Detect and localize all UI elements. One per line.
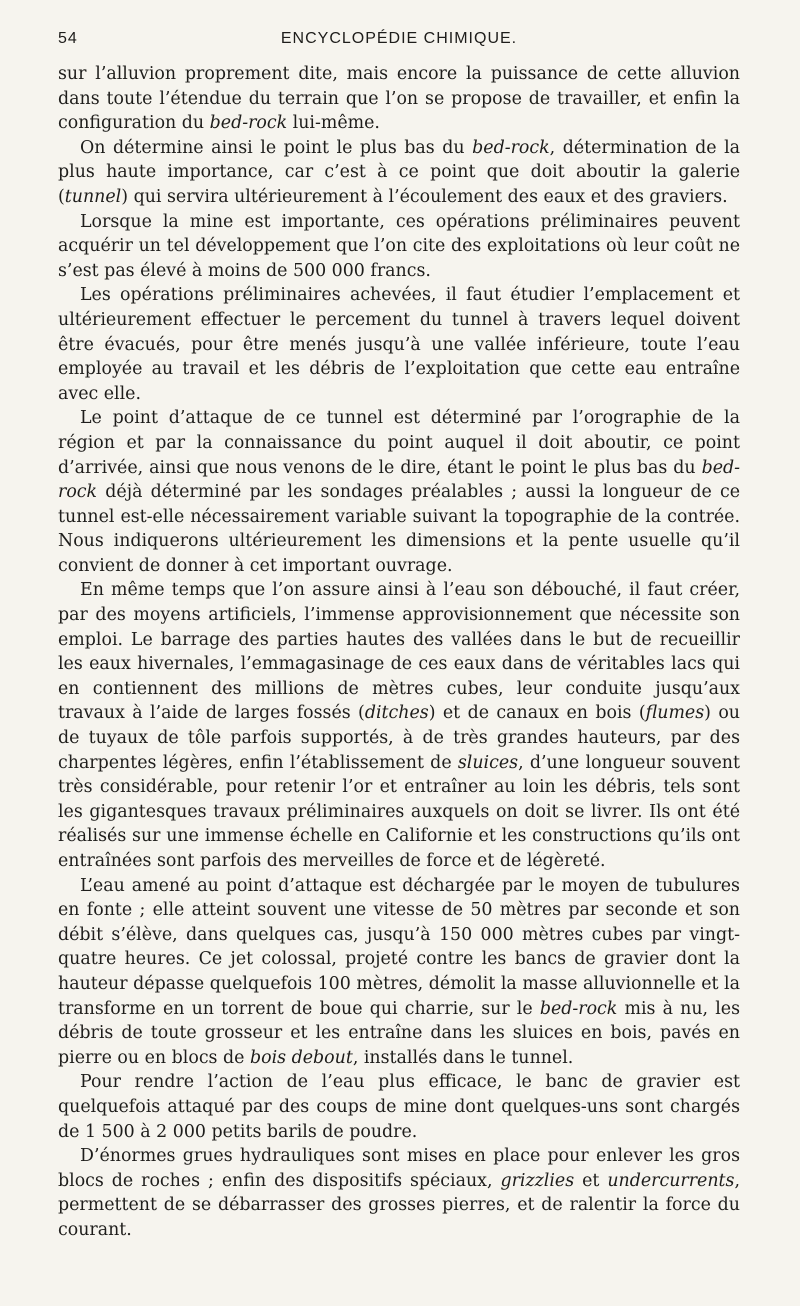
paragraph bbox=[58, 136, 740, 210]
body-text bbox=[58, 62, 740, 1243]
text-run: D’énormes grues hydrauliques sont mises en place pour enlever les gros blocs de roches ; enfin des dispositifs spéciaux, bbox=[58, 1146, 740, 1191]
text-run: , détermination de la plus haute importance, car c’est à ce point que doit aboutir la galerie ( bbox=[58, 137, 741, 207]
italic-term: bois debout bbox=[249, 1047, 353, 1068]
paragraph bbox=[58, 1144, 740, 1242]
text-run: Le point d’attaque de ce tunnel est déterminé par l’orographie de la région et par la connaissance du point auquel il doit aboutir, ce point d’arrivée, ainsi que nous venons de le dire, étant le point le plus bas du bbox=[58, 408, 740, 478]
italic-term: sluices bbox=[457, 752, 519, 773]
italic-term: bed-rock bbox=[209, 113, 288, 134]
text-run: Lorsque la mine est importante, ces opérations préliminaires peuvent acquérir un tel développement que l’on cite des exploitations où leur coût ne s’est pas élevé à moins de 500 000 francs. bbox=[58, 211, 740, 281]
paragraph bbox=[58, 283, 740, 406]
text-run: mis à nu, les débris de toute grosseur et les entraîne dans les sluices en bois, pavés en pierre ou en blocs de bbox=[58, 998, 740, 1068]
paragraph bbox=[58, 578, 740, 873]
italic-term: undercurrents bbox=[607, 1170, 735, 1191]
page-number: 54 bbox=[58, 30, 78, 47]
text-run: En même temps que l’on assure ainsi à l’eau son débouché, il faut créer, par des moyens artificiels, l’immense approvisionnement que nécessite son emploi. Le barrage des parties hautes des vallées dans le but de recueillir les eaux hivernales, l’emmagasinage de ces eaux dans de véritables lacs qui en contiennent des millions de mètres cubes, leur conduite jusqu’aux travaux à l’aide de larges fossés ( bbox=[58, 580, 740, 724]
italic-term: bed-rock bbox=[472, 137, 550, 158]
paragraph bbox=[58, 62, 740, 136]
text-run: sur l’alluvion proprement dite, mais encore la puissance de cette alluvion dans toute l’étendue du terrain que l’on se propose de travailler, et enfin la configuration du bbox=[58, 64, 740, 134]
text-run: , d’une longueur souvent très considérable, pour retenir l’or et entraîner au loin les débris, tels sont les gigantesques travaux préliminaires auxquels on doit se livrer. Ils ont été réalisés sur une immense échelle en Californie et les constructions qu’ils ont entraînées sont parfois des merveilles de force et de légèreté. bbox=[58, 752, 740, 871]
text-run: L’eau amené au point d’attaque est déchargée par le moyen de tubulures en fonte ; elle atteint souvent une vitesse de 50 mètres par seconde et son débit s’élève, dans quelques cas, jusqu’à 150 000 mètres cubes par vingt-quatre heures. Ce jet colossal, projeté contre les bancs de gravier dont la hauteur dépasse quelquefois 100 mètres, démolit la masse alluvionnelle et la transforme en un torrent de boue qui charrie, sur le bbox=[58, 875, 740, 1019]
paragraph bbox=[58, 1070, 740, 1144]
paragraph bbox=[58, 210, 740, 284]
text-run: , installés dans le tunnel. bbox=[352, 1047, 574, 1068]
text-run: Les opérations préliminaires achevées, il faut étudier l’emplacement et ultérieurement effectuer le percement du tunnel à travers lequel doivent être évacués, pour être menés jusqu’à une vallée inférieure, toute l’eau employée au travail et les débris de l’exploitation que cette eau entraîne avec elle. bbox=[58, 285, 740, 404]
italic-term: grizzlies bbox=[500, 1170, 575, 1191]
italic-term: flumes bbox=[645, 703, 705, 724]
italic-term: tunnel bbox=[64, 186, 122, 207]
text-run: On détermine ainsi le point le plus bas du bbox=[80, 137, 473, 158]
paragraph bbox=[58, 874, 740, 1071]
text-run: ) et de canaux en bois ( bbox=[428, 703, 646, 724]
italic-term: bed-rock bbox=[539, 998, 618, 1019]
text-run: Pour rendre l’action de l’eau plus efficace, le banc de gravier est quelquefois attaqué par des coups de mine dont quelques-uns sont chargés de 1 500 à 2 000 petits barils de poudre. bbox=[58, 1072, 740, 1142]
paragraph bbox=[58, 406, 740, 578]
running-title: ENCYCLOPÉDIE CHIMIQUE. bbox=[280, 30, 518, 47]
text-run: ) qui servira ultérieurement à l’écoulement des eaux et des graviers. bbox=[121, 186, 728, 207]
text-run: déjà déterminé par les sondages préalables ; aussi la longueur de ce tunnel est-elle nécessairement variable suivant la topographie de la contrée. Nous indiquerons ultérieurement les dimensions et la pente usuelle qu’il convient de donner à cet important ouvrage. bbox=[58, 482, 740, 576]
italic-term: bed-rock bbox=[58, 457, 740, 503]
italic-term: ditches bbox=[364, 703, 429, 724]
text-run: lui-même. bbox=[287, 113, 380, 134]
text-run: ) ou de tuyaux de tôle parfois supportés, à de très grandes hauteurs, par des charpentes légères, enfin l’établissement de bbox=[58, 703, 741, 773]
text-run: et bbox=[574, 1170, 608, 1191]
text-run: , permettent de se débarrasser des grosses pierres, et de ralentir la force du courant. bbox=[58, 1170, 740, 1240]
running-head bbox=[58, 30, 740, 54]
